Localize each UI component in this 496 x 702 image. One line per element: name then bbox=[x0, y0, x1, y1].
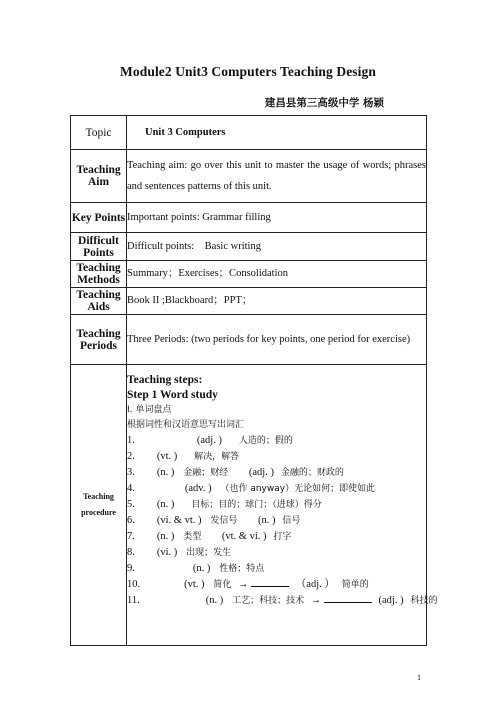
document-title: Module2 Unit3 Computers Teaching Design bbox=[120, 64, 376, 79]
procedure-content bbox=[127, 365, 438, 646]
steps-title: Teaching steps: bbox=[127, 374, 203, 386]
step1-title: Step 1 Word study bbox=[127, 389, 218, 401]
item-pos: (n. ) bbox=[156, 531, 175, 542]
item-pos: (n. ) bbox=[205, 595, 224, 606]
procedure-label bbox=[71, 365, 127, 646]
word-item bbox=[127, 513, 426, 529]
item-meaning: 解决，解答 bbox=[191, 452, 240, 462]
difficult-points-value: Difficult points: Basic writing bbox=[127, 233, 427, 261]
item-number: 3. bbox=[127, 467, 135, 478]
row-methods bbox=[71, 261, 427, 288]
item-number: 5. bbox=[127, 499, 135, 510]
item-meaning: 工艺；科技；技术 bbox=[229, 596, 305, 606]
key-points-label: Key Points bbox=[71, 203, 127, 233]
item-meaning-2: 打字 bbox=[270, 532, 292, 542]
item-meaning: 性格；特点 bbox=[216, 564, 265, 574]
word-item bbox=[127, 593, 438, 609]
item-pos-2: (vt. & vi. ) bbox=[219, 531, 267, 542]
author-line: 建昌县第三高级中学 杨颖 bbox=[264, 97, 384, 109]
procedure-label-line1: Teaching bbox=[83, 492, 114, 501]
aim-value: Teaching aim: go over this unit to master the usage of words; phrases and sentences patterns of this unit. bbox=[127, 150, 427, 203]
item-meaning: 人造的；假的 bbox=[235, 436, 293, 446]
item-meaning-2: 简单的 bbox=[338, 580, 369, 590]
item-meaning: 类型 bbox=[180, 532, 202, 542]
item-meaning: 金融；财经 bbox=[180, 468, 229, 478]
aim-label: Teaching Aim bbox=[71, 150, 127, 203]
answer-blank[interactable] bbox=[251, 578, 289, 587]
item-number: 11. bbox=[127, 595, 140, 606]
item-pos-2: (n. ) bbox=[255, 515, 276, 526]
item-pos: (n. ) bbox=[156, 499, 175, 510]
item-number: 10. bbox=[127, 579, 141, 590]
item-meaning: 出现；发生 bbox=[183, 548, 232, 558]
word-item bbox=[127, 465, 426, 481]
item-pos: (vt. ) bbox=[156, 451, 178, 462]
methods-value: Summary；Exercises；Consolidation bbox=[127, 261, 427, 288]
section-heading: Ⅰ. 单词盘点 bbox=[127, 405, 172, 415]
topic-value: Unit 3 Computers bbox=[127, 116, 427, 150]
word-item bbox=[127, 481, 426, 497]
row-difficult-points bbox=[71, 233, 427, 261]
item-pos: (n. ) bbox=[156, 467, 175, 478]
item-meaning-2: 金融的；财政的 bbox=[277, 468, 344, 478]
difficult-points-label: Difficult Points bbox=[71, 233, 127, 261]
item-number: 6. bbox=[127, 515, 135, 526]
aids-value: Book II ;Blackboard；PPT； bbox=[127, 288, 427, 315]
word-item bbox=[127, 561, 426, 577]
periods-label: Teaching Periods bbox=[71, 315, 127, 365]
page-number: 1 bbox=[417, 673, 421, 682]
procedure-label-line2: procedure bbox=[81, 508, 116, 517]
item-meaning: 目标；目的；球门；（进球）得分 bbox=[188, 500, 322, 510]
item-number: 2. bbox=[127, 451, 135, 462]
item-pos: (vt. ) bbox=[184, 579, 205, 590]
item-pos: (vi. ) bbox=[156, 547, 178, 558]
row-key-points bbox=[71, 203, 427, 233]
item-number: 8. bbox=[127, 547, 135, 558]
item-pos-2: （adj. ） bbox=[293, 579, 335, 590]
word-list bbox=[127, 433, 438, 609]
word-item bbox=[127, 433, 426, 449]
item-meaning: 发信号 bbox=[207, 516, 238, 526]
word-item bbox=[127, 545, 426, 561]
row-periods bbox=[71, 315, 427, 365]
word-item bbox=[127, 449, 426, 465]
word-item bbox=[127, 497, 426, 513]
answer-blank[interactable] bbox=[324, 594, 372, 603]
item-meaning-2: 科技的 bbox=[407, 596, 438, 606]
topic-label: Topic bbox=[71, 116, 127, 150]
item-pos-2: (adj. ) bbox=[375, 595, 404, 606]
item-pos: (vi. & vt. ) bbox=[156, 515, 202, 526]
item-pos: (n. ) bbox=[192, 563, 211, 574]
row-aids bbox=[71, 288, 427, 315]
item-meaning-2: 信号 bbox=[279, 516, 301, 526]
methods-label: Teaching Methods bbox=[71, 261, 127, 288]
item-pos-2: (adj. ) bbox=[246, 467, 274, 478]
item-number: 9. bbox=[127, 563, 135, 574]
word-item bbox=[127, 577, 426, 593]
item-pos: (adv. ) bbox=[184, 483, 212, 494]
aids-label: Teaching Aids bbox=[71, 288, 127, 315]
periods-value: Three Periods: (two periods for key points, one period for exercise) bbox=[127, 315, 427, 365]
row-topic bbox=[71, 116, 427, 150]
arrow-icon: → bbox=[235, 579, 252, 590]
teaching-plan-table bbox=[70, 115, 438, 646]
arrow-icon: → bbox=[308, 595, 324, 606]
row-aim bbox=[71, 150, 427, 203]
item-number: 1. bbox=[127, 435, 135, 446]
section-instruction: 根据词性和汉语意思写出词汇 bbox=[127, 420, 245, 430]
item-pos: (adj. ) bbox=[196, 435, 222, 446]
item-meaning: （也作 anyway）无论如何；即使如此 bbox=[217, 484, 376, 494]
row-procedure bbox=[71, 365, 427, 646]
item-meaning: 简化 bbox=[210, 580, 232, 590]
key-points-value: Important points: Grammar filling bbox=[127, 203, 427, 233]
item-number: 4. bbox=[127, 483, 135, 494]
word-item bbox=[127, 529, 426, 545]
item-number: 7. bbox=[127, 531, 135, 542]
